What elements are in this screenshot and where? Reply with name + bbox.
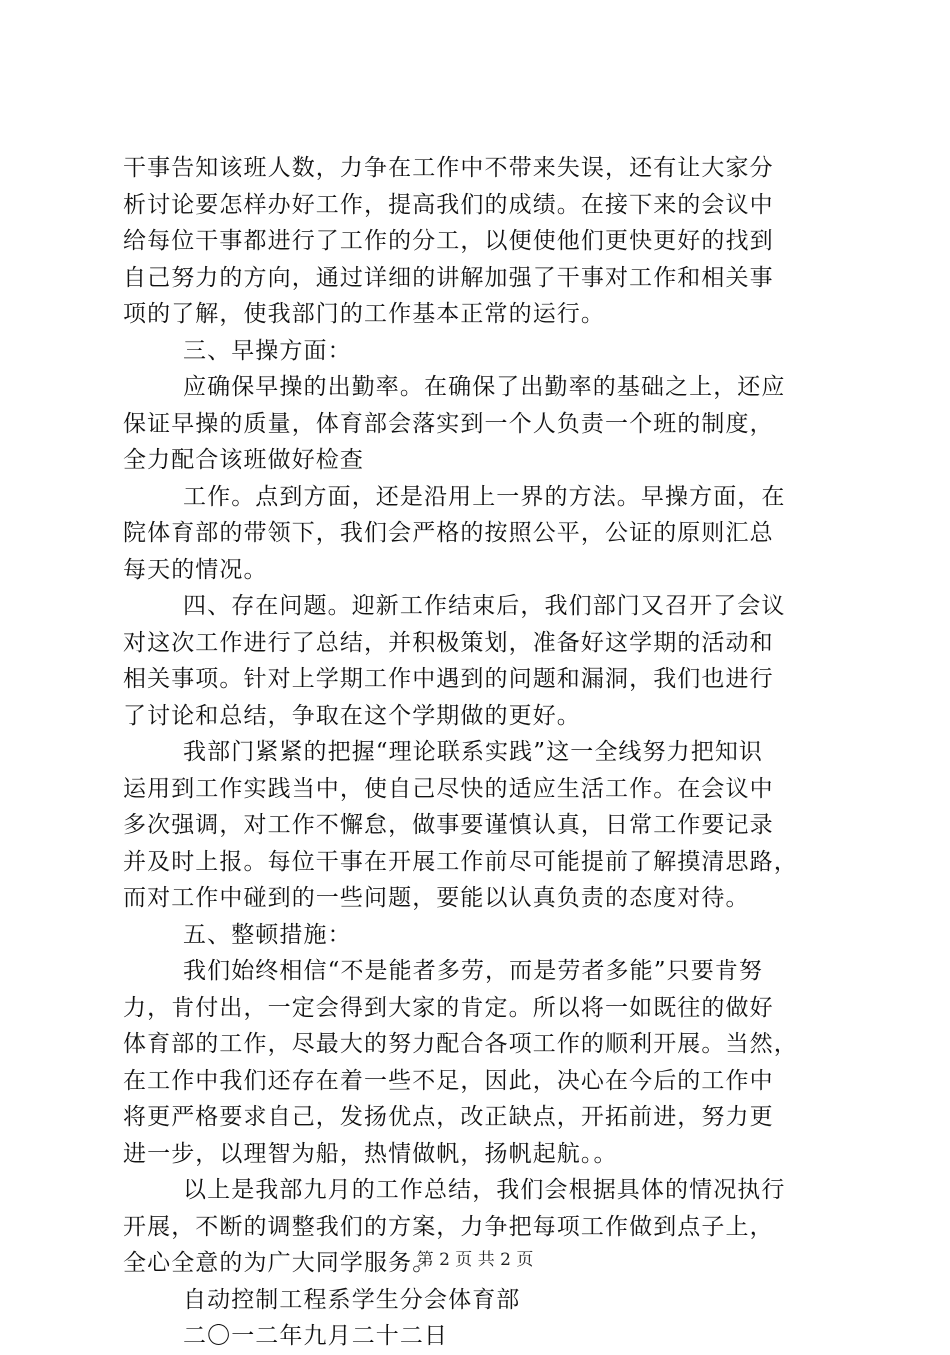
text-line: 自己努力的方向，通过详细的讲解加强了干事对工作和相关事: [123, 264, 774, 291]
text-line: 全心全意的为广大同学服务。: [123, 1250, 437, 1276]
text-line: 全力配合该班做好检查: [123, 447, 364, 473]
text-line: 进一步，以理智为船，热情做帆，扬帆起航。。: [123, 1140, 618, 1167]
text-line: 以上是我部九月的工作总结，我们会根据具体的情况执行: [183, 1177, 786, 1203]
page-footer: 第 2 页 共 2 页: [416, 1250, 534, 1270]
text-line: 三、早操方面：: [183, 337, 352, 364]
text-line: 运用到工作实践当中，使自己尽快的适应生活工作。在会议中: [123, 775, 774, 802]
text-line: 并及时上报。每位干事在开展工作前尽可能提前了解摸清思路，: [123, 848, 798, 875]
text-line: 了讨论和总结，争取在这个学期做的更好。: [123, 702, 581, 729]
text-line: 项的了解，使我部门的工作基本正常的运行。: [123, 301, 605, 327]
text-line: 在工作中我们还存在着一些不足，因此，决心在今后的工作中: [123, 1067, 774, 1094]
text-line: 开展，不断的调整我们的方案，力争把每项工作做到点子上，: [123, 1213, 774, 1240]
text-line: 我部门紧紧的把握“理论联系实践”这一全线努力把知识: [183, 739, 764, 765]
text-line: 将更严格要求自己，发扬优点，改正缺点，开拓前进，努力更: [123, 1104, 774, 1130]
text-line: 工作。点到方面，还是沿用上一界的方法。早操方面，在: [183, 483, 786, 510]
text-line: 五、整顿措施：: [183, 921, 352, 948]
text-line: 多次强调，对工作不懈怠，做事要谨慎认真，日常工作要记录: [123, 812, 774, 838]
text-line: 干事告知该班人数，力争在工作中不带来失误，还有让大家分: [123, 155, 774, 181]
text-line: 院体育部的带领下，我们会严格的按照公平，公证的原则汇总: [123, 520, 774, 546]
text-line: 每天的情况。: [123, 556, 268, 583]
text-line: 而对工作中碰到的一些问题，要能以认真负责的态度对待。: [123, 885, 750, 911]
text-line: 给每位干事都进行了工作的分工，以便使他们更快更好的找到: [123, 228, 774, 254]
text-line: 我们始终相信“不是能者多劳，而是劳者多能”只要肯努: [183, 958, 764, 984]
text-line: 力，肯付出，一定会得到大家的肯定。所以将一如既往的做好: [123, 994, 774, 1021]
text-line: 自动控制工程系学生分会体育部: [183, 1286, 521, 1313]
text-line: 相关事项。针对上学期工作中遇到的问题和漏洞，我们也进行: [123, 666, 774, 692]
text-line: 二〇一二年九月二十二日: [183, 1323, 449, 1349]
text-line: 四、存在问题。迎新工作结束后，我们部门又召开了会议: [183, 593, 786, 619]
text-line: 析讨论要怎样办好工作，提高我们的成绩。在接下来的会议中: [123, 191, 774, 218]
document-body: [123, 150, 833, 1355]
text-line: 保证早操的质量，体育部会落实到一个人负责一个班的制度，: [123, 410, 774, 437]
text-line: 对这次工作进行了总结，并积极策划，准备好这学期的活动和: [123, 629, 774, 656]
text-line: 体育部的工作，尽最大的努力配合各项工作的顺利开展。当然，: [123, 1031, 798, 1057]
text-line: 应确保早操的出勤率。在确保了出勤率的基础之上，还应: [183, 374, 786, 400]
